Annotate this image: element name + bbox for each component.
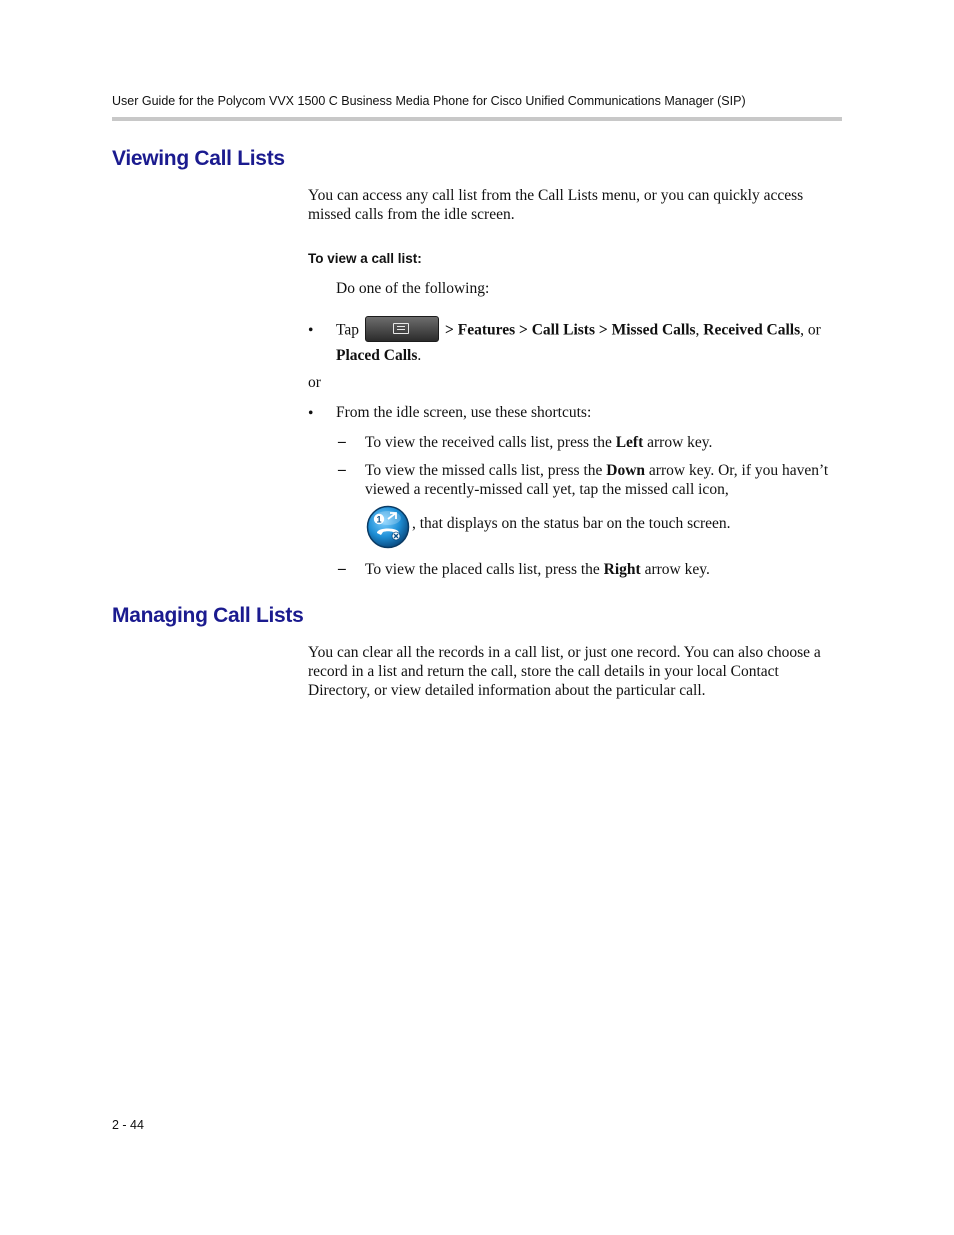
key-left: Left <box>615 434 644 451</box>
placed-calls-label: Placed Calls <box>336 347 418 364</box>
shortcut-text: To view the placed calls list, press the <box>365 561 600 578</box>
procedure-heading: To view a call list: <box>308 251 422 266</box>
missed-call-icon[interactable] <box>366 505 410 549</box>
shortcut-text: To view the received calls list, press the <box>365 434 612 451</box>
missed-call-icon-row <box>366 505 842 551</box>
period: . <box>417 347 422 364</box>
received-calls-label: Received Calls <box>703 321 801 339</box>
icon-caption: , that displays on the status bar on the touch screen. <box>412 515 731 532</box>
key-right: Right <box>603 561 641 578</box>
menu-path: > Features > Call Lists > Missed Calls <box>445 321 696 339</box>
bullet-marker: • <box>308 322 314 339</box>
separator: , <box>800 321 805 339</box>
shortcut-text: arrow key. <box>644 561 710 578</box>
bullet-marker: • <box>308 405 314 422</box>
page-number: 2 - 44 <box>112 1118 144 1132</box>
bullet-item-shortcuts: From the idle screen, use these shortcuts: <box>336 404 592 421</box>
shortcut-down <box>365 461 842 499</box>
dash-marker: – <box>338 560 346 577</box>
key-down: Down <box>606 462 646 479</box>
shortcut-left <box>365 433 842 452</box>
section-title-viewing: Viewing Call Lists <box>112 147 285 170</box>
separator: , <box>695 321 700 339</box>
running-header: User Guide for the Polycom VVX 1500 C Business Media Phone for Cisco Unified Communications Manager (SIP) <box>112 94 746 108</box>
intro-paragraph: You can access any call list from the Call Lists menu, or you can quickly access missed calls from the idle screen. <box>308 187 804 223</box>
bullet-item-tap <box>336 318 842 368</box>
lead-in-text: Do one of the following: <box>336 280 490 297</box>
menu-button-icon[interactable] <box>365 316 439 342</box>
header-rule <box>112 117 842 121</box>
shortcut-text: arrow key. Or, if you haven’t viewed a recently-missed call yet, tap the missed call icon, <box>365 462 829 498</box>
or-separator: or <box>308 374 321 391</box>
tap-text: Tap <box>336 321 360 339</box>
managing-paragraph: You can clear all the records in a call list, or just one record. You can also choose a record in a list and return the call, store the call details in your local Contact Directory, or view detailed information about the particular call. <box>308 644 821 699</box>
shortcut-text: To view the missed calls list, press the <box>365 462 603 479</box>
section-title-managing: Managing Call Lists <box>112 604 304 627</box>
missed-call-count: 1 <box>376 514 382 525</box>
shortcut-right <box>365 560 842 579</box>
dash-marker: – <box>338 433 346 450</box>
or-text: or <box>807 321 821 339</box>
shortcut-text: arrow key. <box>647 434 713 451</box>
dash-marker: – <box>338 461 346 478</box>
